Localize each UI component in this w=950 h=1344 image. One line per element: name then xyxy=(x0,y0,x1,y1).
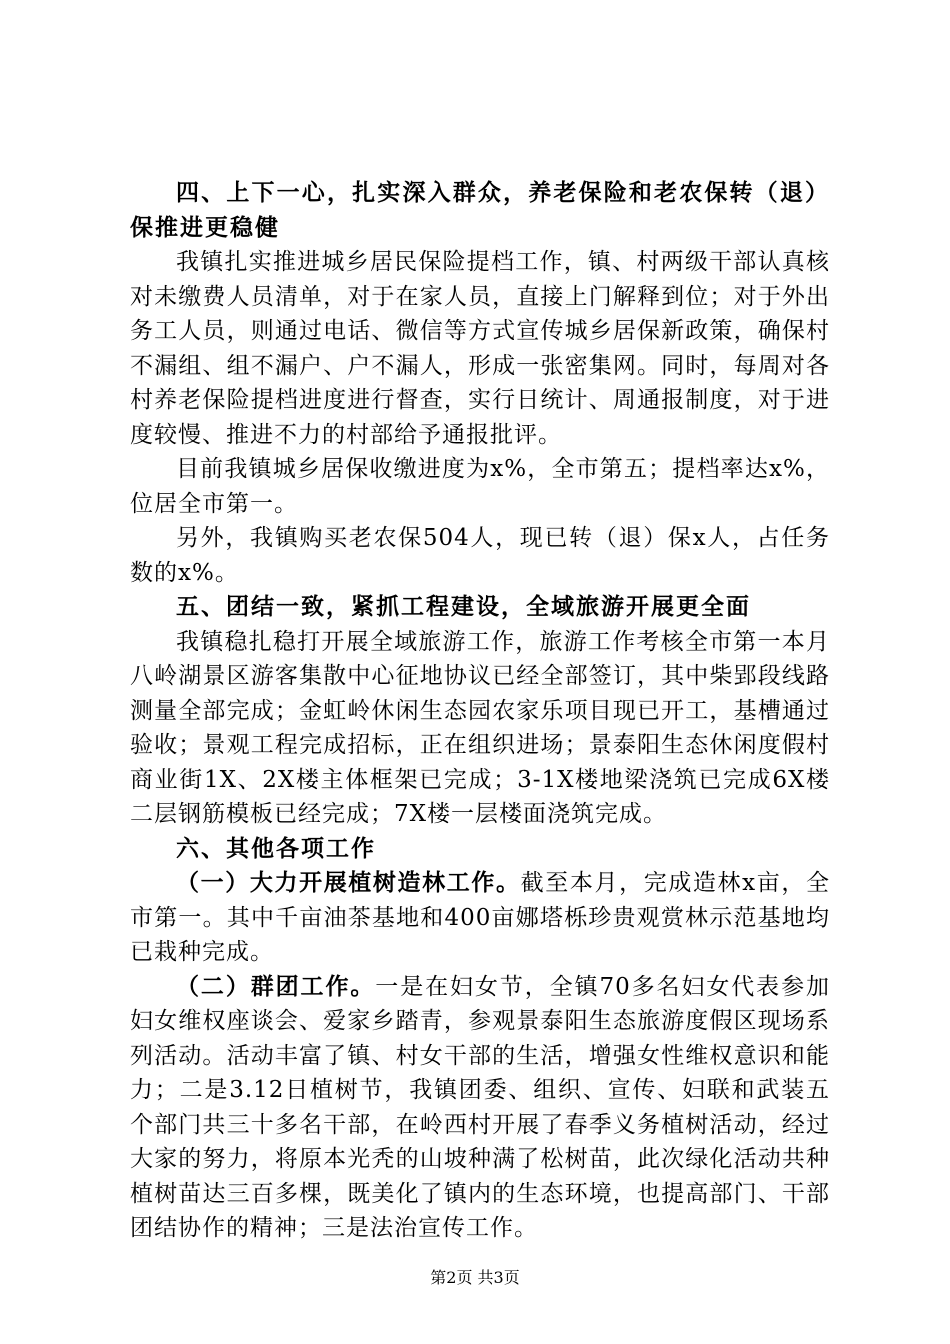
section-4-paragraph-3: 另外，我镇购买老农保504人，现已转（退）保x人，占任务数的x%。 xyxy=(130,525,830,586)
section-6-item-2 xyxy=(130,970,830,1246)
page-footer xyxy=(0,1268,950,1288)
item-1-title: （一）大力开展植树造林工作。 xyxy=(176,869,521,896)
section-6-heading: 六、其他各项工作 xyxy=(176,834,376,862)
section-4-paragraph-2: 目前我镇城乡居保收缴进度为x%，全市第五；提档率达x%，位居全市第一。 xyxy=(130,456,830,517)
item-2-title: （二）群团工作。 xyxy=(176,972,376,1000)
section-5-heading: 五、团结一致，紧抓工程建设，全域旅游开展更全面 xyxy=(176,593,751,620)
item-2-text: 一是在妇女节，全镇70多名妇女代表参加妇女维权座谈会、爱家乡踏青，参观景泰阳生态旅游度假区现场系列活动。活动丰富了镇、村女干部的生活，增强女性维权意识和能力；二是3.12日植树节，我镇团委、组织、宣传、妇联和武装五个部门共三十多名干部，在岭西村开展了春季义务植树活动，经过大家的努力，将原本光秃的山坡种满了松树苗，此次绿化活动共种植树苗达三百多棵，既美化了镇内的生态环境，也提高部门、干部团结协作的精神；三是法治宣传工作。 xyxy=(130,973,830,1241)
document-body xyxy=(130,176,830,1246)
section-4-heading: 四、上下一心，扎实深入群众，养老保险和老农保转（退）保推进更稳健 xyxy=(130,179,830,241)
section-5-paragraph-1: 我镇稳扎稳打开展全域旅游工作，旅游工作考核全市第一本月八岭湖景区游客集散中心征地协议已经全部签订，其中柴郢段线路测量全部完成；金虹岭休闲生态园农家乐项目现已开工，基槽通过验收；景观工程完成招标，正在组织进场；景泰阳生态休闲度假村商业街1X、2X楼主体框架已完成；3-1X楼地梁浇筑已完成6X楼二层钢筋模板已经完成；7X楼一层楼面浇筑完成。 xyxy=(130,628,830,827)
section-4-paragraph-1: 我镇扎实推进城乡居民保险提档工作，镇、村两级干部认真核对未缴费人员清单，对于在家人员，直接上门解释到位；对于外出务工人员，则通过电话、微信等方式宣传城乡居保新政策，确保村不漏组、组不漏户、户不漏人，形成一张密集网。同时，每周对各村养老保险提档进度进行督查，实行日统计、周通报制度，对于进度较慢、推进不力的村部给予通报批评。 xyxy=(130,249,830,448)
section-6-item-1 xyxy=(130,866,830,970)
item-1-text: 截至本月，完成造林x亩，全市第一。其中千亩油茶基地和400亩娜塔栎珍贵观赏林示范基地均已栽种完成。 xyxy=(130,870,830,965)
page-number: 第2页 共3页 xyxy=(430,1268,520,1287)
